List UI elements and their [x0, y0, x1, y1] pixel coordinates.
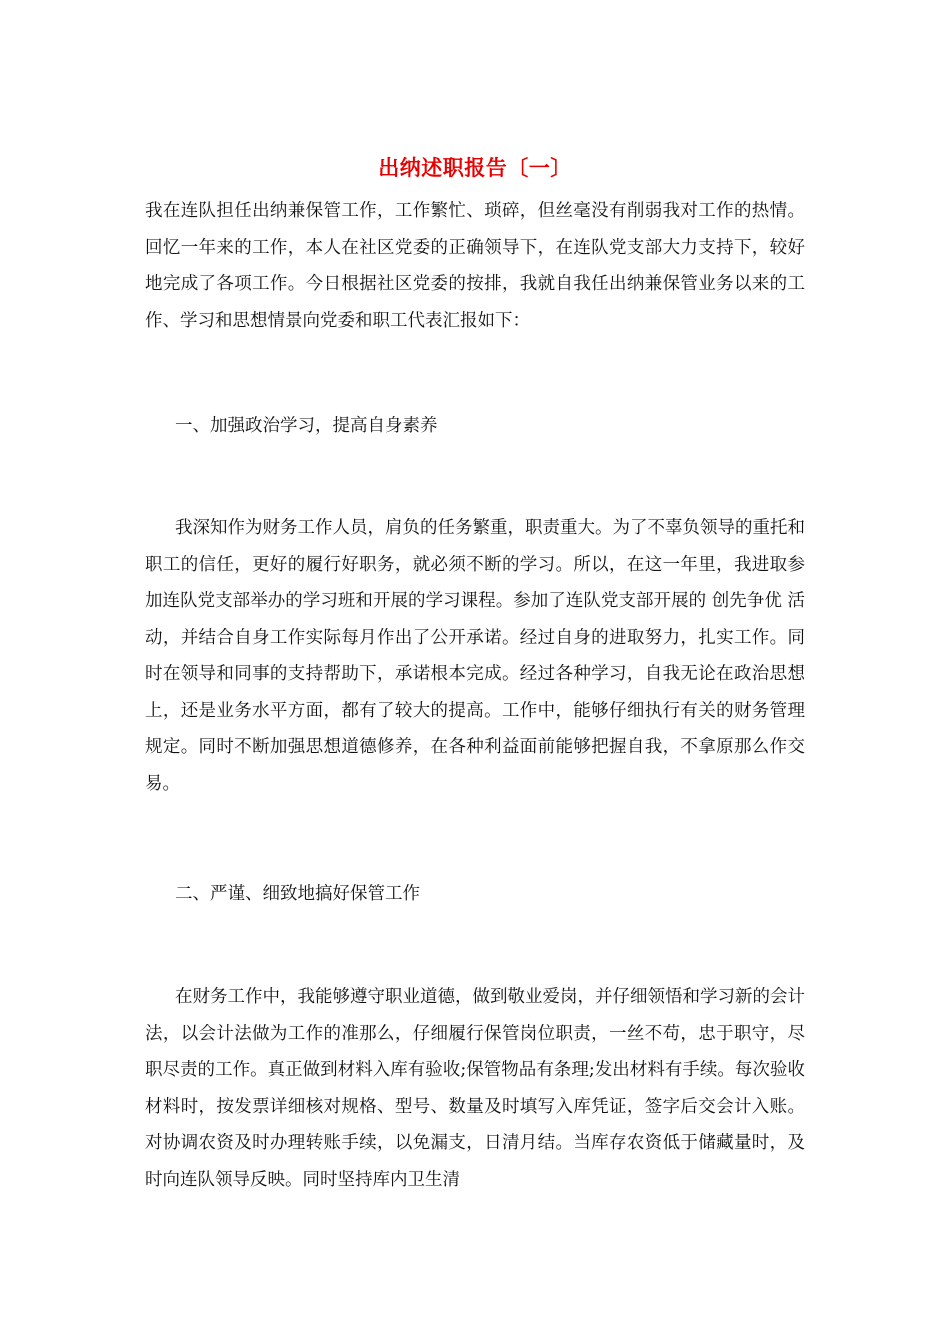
section-heading-1: 一、加强政治学习，提高自身素养 — [175, 416, 438, 436]
section-2-paragraph: 在财务工作中，我能够遵守职业道德，做到敬业爱岗，并仔细领悟和学习新的会计法，以会计法做为工作的准那么，仔细履行保管岗位职责，一丝不苟，忠于职守，尽职尽责的工作。真正做到材料入库有验收;保管物品有条理;发出材料有手续。每次验收材料时，按发票详细核对规格、型号、数量及时填写入库凭证，签字后交会计入账。对协调农资及时办理转账手续，以免漏支，日清月结。当库存农资低于储藏量时，及时向连队领导反映。同时坚持库内卫生清 — [145, 987, 805, 1190]
section-heading-2: 二、严谨、细致地搞好保管工作 — [175, 884, 420, 904]
section-1-paragraph: 我深知作为财务工作人员，肩负的任务繁重，职责重大。为了不辜负领导的重托和职工的信任，更好的履行好职务，就必须不断的学习。所以，在这一年里，我进取参加连队党支部举办的学习班和开展的学习课程。参加了连队党支部开展的 创先争优 活动，并结合自身工作实际每月作出了公开承诺。经过自身的进取努力，扎实工作。同时在领导和同事的支持帮助下，承诺根本完成。经过各种学习，自我无论在政治思想上，还是业务水平方面，都有了较大的提高。工作中，能够仔细执行有关的财务管理规定。同时不断加强思想道德修养，在各种利益面前能够把握自我，不拿原那么作交易。 — [145, 518, 805, 794]
document-title: 出纳述职报告〔一〕 — [378, 155, 572, 180]
intro-paragraph: 我在连队担任出纳兼保管工作，工作繁忙、琐碎，但丝毫没有削弱我对工作的热情。回忆一年来的工作，本人在社区党委的正确领导下，在连队党支部大力支持下，较好地完成了各项工作。今日根据社区党委的按排，我就自我任出纳兼保管业务以来的工作、学习和思想情景向党委和职工代表汇报如下： — [145, 201, 805, 331]
